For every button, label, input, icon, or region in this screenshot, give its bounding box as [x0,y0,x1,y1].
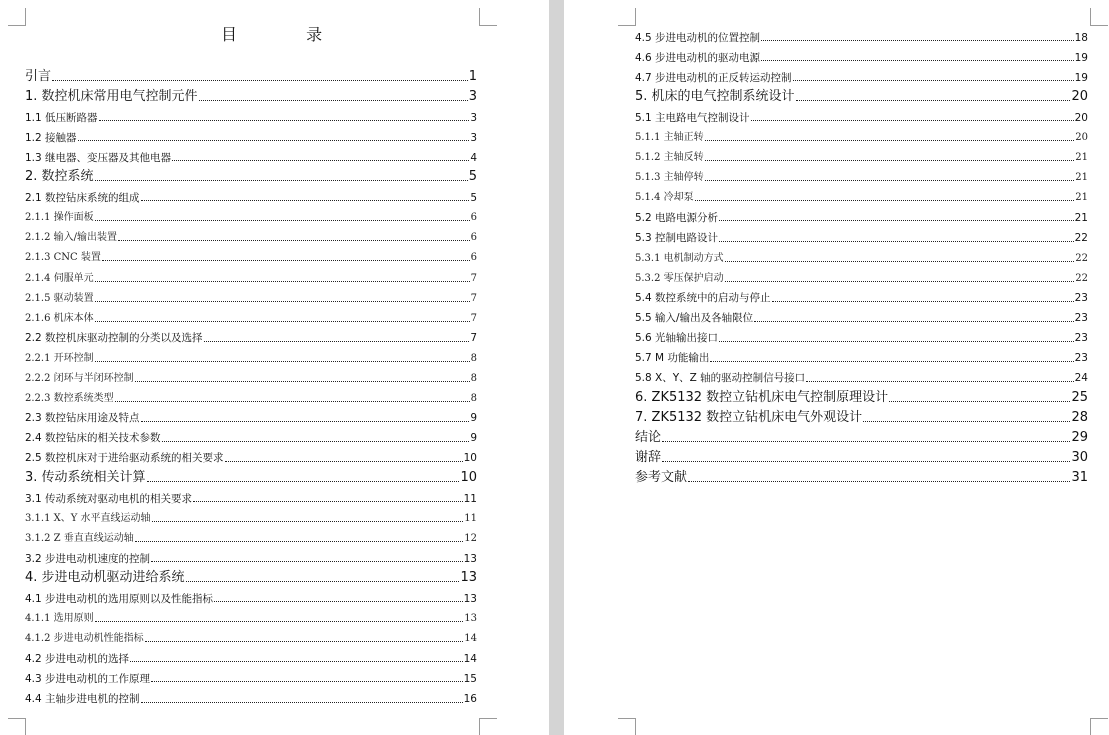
toc-dot-leader [95,301,470,302]
toc-entry-title: 2.1.5 驱动装置 [25,292,94,304]
toc-entry-title: 2.2.2 闭环与半闭环控制 [25,372,134,384]
toc-entry-page: 11 [464,513,477,525]
toc-entry-page: 21 [1074,211,1088,224]
toc-entry-page: 9 [470,432,477,445]
toc-entry-title: 4.7 步进电动机的正反转运动控制 [635,71,792,84]
toc-entry-title: 2.4 数控钻床的相关技术参数 [25,432,161,445]
toc-entry-page: 14 [463,652,477,665]
toc-entry-title: 3.1.2 Z 垂直直线运动轴 [25,533,134,545]
toc-dot-leader [796,100,1071,101]
toc-entry[interactable] [635,467,1088,487]
toc-entry-title: 2.1.4 伺服单元 [25,272,94,284]
toc-entry-title: 4. 步进电动机驱动进给系统 [25,570,185,586]
toc-entry-page: 18 [1074,31,1088,44]
toc-entry-page: 8 [470,352,477,364]
toc-entry-title: 2.3 数控钻床用途及特点 [25,412,140,425]
toc-entry-title: 7. ZK5132 数控立钻机床电气外观设计 [635,409,863,425]
toc-dot-leader [772,301,1074,302]
toc-dot-leader [214,601,463,602]
toc-entry-title: 2.2.3 数控系统类型 [25,392,114,404]
toc-entry[interactable] [25,607,477,627]
toc-entry[interactable] [25,587,477,607]
toc-entry-title: 4.1.2 步进电动机性能指标 [25,633,144,645]
toc-dot-leader [204,341,470,342]
toc-entry-page: 20 [1075,132,1088,144]
toc-entry-page: 7 [470,272,477,284]
toc-entry-title: 1. 数控机床常用电气控制元件 [25,89,198,105]
toc-entry[interactable] [25,687,477,707]
toc-entry-page: 21 [1075,172,1088,184]
toc-dot-leader [152,521,464,522]
toc-entry[interactable] [25,487,477,507]
toc-entry[interactable] [635,66,1088,86]
toc-entry-title: 5.7 M 功能输出 [635,352,710,365]
toc-dot-leader [705,180,1075,181]
toc-entry[interactable] [25,186,477,206]
toc-entry[interactable] [25,647,477,667]
toc-entry-title: 5.2 电路电源分析 [635,211,719,224]
toc-entry-page: 9 [470,412,477,425]
toc-dot-leader [695,200,1075,201]
toc-entry-page: 23 [1074,332,1088,345]
toc-dot-leader [95,220,470,221]
toc-entry[interactable] [25,527,477,547]
toc-entry[interactable] [25,627,477,647]
toc-entry-page: 15 [463,672,477,685]
toc-entry[interactable] [25,66,477,86]
document-page-right [564,0,1109,735]
toc-entry[interactable] [25,166,477,186]
toc-entry-title: 6. ZK5132 数控立钻机床电气控制原理设计 [635,389,889,405]
toc-dot-leader [705,160,1075,161]
toc-entry-page: 13 [463,592,477,605]
toc-entry[interactable] [635,387,1088,407]
toc-entry[interactable] [635,46,1088,66]
toc-entry[interactable] [635,226,1088,246]
toc-entry[interactable] [25,146,477,166]
toc-dot-leader [95,621,464,622]
toc-entry[interactable] [635,327,1088,347]
toc-dot-leader [761,60,1074,61]
toc-dot-leader [115,401,470,402]
toc-dot-leader [662,461,1070,462]
toc-entry[interactable] [25,367,477,387]
toc-dot-leader [719,220,1074,221]
toc-dot-leader [193,501,463,502]
crop-mark-bottom-left [8,718,26,735]
toc-entry-title: 3. 传动系统相关计算 [25,469,146,485]
toc-dot-leader [688,481,1070,482]
toc-entry-title: 5.1.2 主轴反转 [635,152,704,164]
toc-entry[interactable] [25,246,477,266]
toc-entry[interactable] [635,427,1088,447]
toc-dot-leader [141,200,470,201]
toc-entry[interactable] [25,427,477,447]
toc-dot-leader [719,241,1074,242]
toc-entry-title: 4.2 步进电动机的选择 [25,652,130,665]
toc-dot-leader [141,702,463,703]
toc-entry-page: 10 [463,452,477,465]
toc-entry-title: 2.1.2 输入/输出装置 [25,232,117,244]
toc-entry[interactable] [25,507,477,527]
toc-entry[interactable] [635,367,1088,387]
toc-entry-page: 31 [1071,470,1088,486]
toc-dot-leader [78,140,470,141]
toc-entry-page: 11 [463,492,477,505]
toc-entry-page: 6 [470,212,477,224]
toc-entry[interactable] [25,206,477,226]
toc-entry-page: 7 [470,292,477,304]
toc-entry[interactable] [25,106,477,126]
toc-entry-page: 28 [1071,409,1088,425]
toc-entry-page: 7 [470,332,477,345]
toc-entry-title: 2.1.1 操作面板 [25,212,94,224]
toc-dot-leader [761,40,1074,41]
toc-entry-page: 7 [470,312,477,324]
toc-entry-title: 引言 [25,69,52,85]
toc-entry-page: 22 [1075,272,1088,284]
toc-dot-leader [793,80,1074,81]
toc-dot-leader [662,441,1070,442]
toc-entry-page: 3 [470,131,477,144]
toc-entry-page: 29 [1071,429,1088,445]
toc-entry[interactable] [635,146,1088,166]
toc-entry-title: 1.3 继电器、变压器及其他电器 [25,151,172,164]
crop-mark-top-right [479,8,497,26]
toc-entry-page: 24 [1074,372,1088,385]
toc-entry-title: 5.3 控制电路设计 [635,232,719,245]
toc-entry[interactable] [635,186,1088,206]
toc-entry-page: 23 [1074,352,1088,365]
toc-entry-title: 4.5 步进电动机的位置控制 [635,31,761,44]
toc-entry[interactable] [635,126,1088,146]
toc-dot-leader [199,100,468,101]
toc-entry-title: 5.1.3 主轴停转 [635,172,704,184]
toc-title: 目 录 [221,25,355,44]
toc-dot-leader [99,120,470,121]
toc-entry[interactable] [635,287,1088,307]
document-page-left [0,0,549,735]
toc-entry[interactable] [25,266,477,286]
toc-entry-page: 12 [464,533,477,545]
crop-mark-bottom-left [618,718,636,735]
toc-entry-title: 3.1 传动系统对驱动电机的相关要求 [25,492,193,505]
toc-entry-page: 19 [1074,71,1088,84]
toc-dot-leader [754,321,1074,322]
toc-entry[interactable] [25,126,477,146]
toc-entry-page: 19 [1074,51,1088,64]
toc-entry-title: 4.4 主轴步进电机的控制 [25,693,140,705]
toc-entry-page: 20 [1074,111,1088,124]
toc-dot-leader [186,581,460,582]
toc-entry-page: 1 [468,69,477,85]
toc-entry-title: 5.5 输入/输出及各轴限位 [635,312,754,325]
toc-entry[interactable] [25,447,477,467]
toc-dot-leader [162,441,470,442]
toc-entry-page: 21 [1075,192,1088,204]
toc-entry[interactable] [635,166,1088,186]
toc-dot-leader [172,160,469,161]
toc-entry-title: 2. 数控系统 [25,169,94,185]
toc-entry-page: 5 [470,191,477,204]
toc-dot-leader [141,421,470,422]
toc-entry-title: 2.1 数控钻床系统的组成 [25,191,140,204]
crop-mark-bottom-right [1090,718,1108,735]
toc-entry-page: 8 [470,372,477,384]
toc-entry-title: 5.3.1 电机制动方式 [635,252,724,264]
toc-dot-leader [95,321,470,322]
toc-entry-title: 4.1.1 选用原则 [25,613,94,625]
crop-mark-top-right [1090,8,1108,26]
toc-entry-title: 5. 机床的电气控制系统设计 [635,89,795,105]
toc-entry-title: 5.6 光轴输出接口 [635,332,719,345]
toc-dot-leader [135,381,470,382]
toc-entry[interactable] [635,347,1088,367]
toc-entry-page: 25 [1071,389,1088,405]
toc-dot-leader [751,120,1074,121]
toc-dot-leader [225,461,463,462]
toc-entry[interactable] [635,447,1088,467]
toc-dot-leader [130,661,463,662]
toc-entry[interactable] [25,407,477,427]
toc-entry-page: 6 [470,252,477,264]
toc-entry[interactable] [25,547,477,567]
toc-entry-page: 3 [470,111,477,124]
toc-entry-title: 1.1 低压断路器 [25,111,98,124]
toc-entry-page: 13 [463,552,477,565]
toc-entry[interactable] [25,86,477,106]
toc-entry[interactable] [635,86,1088,106]
toc-dot-leader [710,361,1073,362]
toc-entry-title: 2.2.1 开环控制 [25,352,94,364]
toc-entry-page: 4 [470,151,477,164]
toc-dot-leader [719,341,1074,342]
toc-entry[interactable] [25,347,477,367]
toc-entry-page: 22 [1074,232,1088,245]
toc-entry[interactable] [635,307,1088,327]
toc-entry[interactable] [25,226,477,246]
toc-entry[interactable] [635,106,1088,126]
toc-entry-title: 3.1.1 X、Y 水平直线运动轴 [25,513,151,525]
toc-entry[interactable] [635,407,1088,427]
toc-entry-title: 结论 [635,429,662,445]
toc-dot-leader [52,80,468,81]
toc-entry-title: 5.3.2 零压保护启动 [635,272,724,284]
toc-dot-leader [145,641,464,642]
toc-entry-page: 10 [460,469,477,485]
toc-entry-page: 5 [468,169,477,185]
toc-entry-title: 参考文献 [635,470,688,486]
toc-dot-leader [151,681,463,682]
toc-entry[interactable] [25,567,477,587]
toc-dot-leader [95,281,470,282]
toc-list-right [635,26,1088,487]
toc-dot-leader [118,240,470,241]
toc-entry-page: 6 [470,232,477,244]
toc-dot-leader [151,561,463,562]
toc-entry[interactable] [25,287,477,307]
toc-dot-leader [889,401,1070,402]
toc-entry-page: 23 [1074,292,1088,305]
toc-entry[interactable] [635,267,1088,287]
toc-entry[interactable] [635,26,1088,46]
toc-entry-title: 2.2 数控机床驱动控制的分类以及选择 [25,332,203,345]
toc-list-left [25,66,477,708]
toc-entry[interactable] [635,206,1088,226]
crop-mark-bottom-right [479,718,497,735]
toc-dot-leader [95,180,468,181]
toc-entry-title: 1.2 接触器 [25,131,77,144]
toc-entry[interactable] [25,387,477,407]
toc-entry-title: 4.1 步进电动机的选用原则以及性能指标 [25,592,214,605]
toc-entry-title: 5.8 X、Y、Z 轴的驱动控制信号接口 [635,372,806,385]
toc-dot-leader [863,421,1070,422]
toc-entry-page: 16 [463,693,477,705]
toc-entry-page: 30 [1071,450,1088,466]
toc-entry-page: 20 [1071,89,1088,105]
toc-dot-leader [806,381,1073,382]
toc-dot-leader [95,361,470,362]
toc-entry-title: 3.2 步进电动机速度的控制 [25,552,151,565]
toc-dot-leader [725,281,1075,282]
toc-entry-page: 8 [470,392,477,404]
toc-entry-title: 5.1 主电路电气控制设计 [635,111,750,124]
toc-entry-page: 22 [1075,252,1088,264]
toc-entry-page: 13 [460,570,477,586]
toc-dot-leader [135,541,464,542]
toc-entry-title: 2.1.3 CNC 装置 [25,252,101,264]
toc-entry-title: 5.4 数控系统中的启动与停止 [635,292,771,305]
page-gap [549,0,564,735]
crop-mark-top-left [618,8,636,26]
toc-entry-page: 3 [468,89,477,105]
toc-entry-title: 4.3 步进电动机的工作原理 [25,672,151,685]
toc-entry-page: 21 [1075,152,1088,164]
toc-entry-title: 谢辞 [635,450,662,466]
toc-entry-page: 13 [464,613,477,625]
toc-entry-page: 14 [464,633,477,645]
toc-dot-leader [147,481,460,482]
toc-entry-page: 23 [1074,312,1088,325]
toc-entry[interactable] [25,307,477,327]
toc-entry-title: 5.1.4 冷却泵 [635,192,694,204]
crop-mark-top-left [8,8,26,26]
toc-entry[interactable] [25,467,477,487]
toc-entry-title: 2.5 数控机床对于进给驱动系统的相关要求 [25,452,224,465]
toc-dot-leader [102,260,470,261]
toc-entry[interactable] [25,327,477,347]
toc-entry[interactable] [25,667,477,687]
toc-entry-title: 2.1.6 机床本体 [25,312,94,324]
toc-entry-title: 5.1.1 主轴正转 [635,132,704,144]
toc-entry[interactable] [635,247,1088,267]
toc-entry-title: 4.6 步进电动机的驱动电源 [635,51,761,64]
toc-dot-leader [705,140,1075,141]
toc-dot-leader [725,261,1075,262]
